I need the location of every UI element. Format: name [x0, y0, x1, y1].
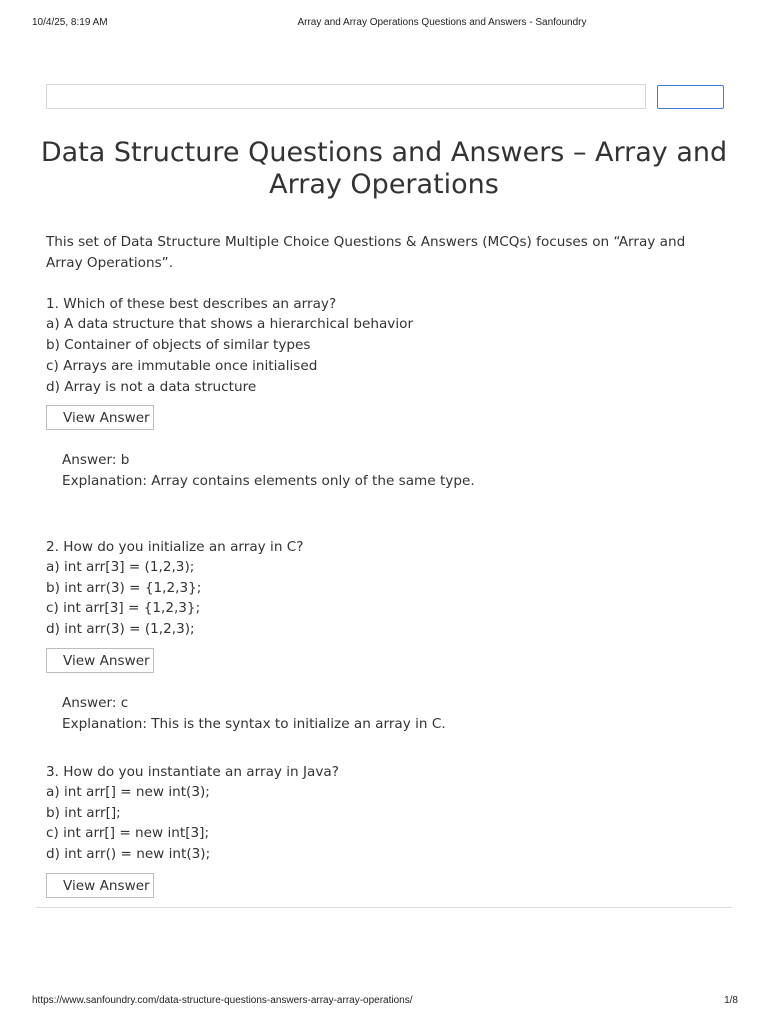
- q2-answer: Answer: c: [62, 695, 129, 711]
- search-button[interactable]: [657, 85, 724, 109]
- print-header: [0, 17, 768, 31]
- q1-option-a: a) A data structure that shows a hierarchical behavior: [46, 316, 414, 332]
- print-doc-title: Array and Array Operations Questions and Answers - Sanfoundry: [297, 17, 587, 28]
- q3-option-b: b) int arr[];: [46, 805, 121, 821]
- q1-view-answer-button[interactable]: View Answer: [46, 405, 154, 430]
- q2-option-a: a) int arr[3] = (1,2,3);: [46, 559, 195, 575]
- q2-explanation: Explanation: This is the syntax to initialize an array in C.: [62, 716, 446, 732]
- q1-option-d: d) Array is not a data structure: [46, 379, 257, 395]
- q2-view-answer-button[interactable]: View Answer: [46, 648, 154, 673]
- print-footer: [0, 995, 768, 1009]
- print-page-number: 1/8: [724, 995, 738, 1006]
- q2-option-d: d) int arr(3) = (1,2,3);: [46, 621, 195, 637]
- q3-option-d: d) int arr() = new int(3);: [46, 846, 211, 862]
- page-title: Data Structure Questions and Answers – Array and Array Operations: [40, 137, 728, 200]
- print-url: https://www.sanfoundry.com/data-structure-questions-answers-array-array-operations/: [32, 995, 413, 1006]
- q3-view-answer-button[interactable]: View Answer: [46, 873, 154, 898]
- search-input[interactable]: [46, 84, 646, 109]
- q1-explanation: Explanation: Array contains elements only of the same type.: [62, 473, 475, 489]
- question-2: 2. How do you initialize an array in C?: [46, 539, 304, 555]
- divider: [36, 907, 732, 908]
- q1-option-c: c) Arrays are immutable once initialised: [46, 358, 318, 374]
- q2-option-c: c) int arr[3] = {1,2,3};: [46, 600, 201, 616]
- q3-option-a: a) int arr[] = new int(3);: [46, 784, 210, 800]
- question-3: 3. How do you instantiate an array in Java?: [46, 764, 339, 780]
- q1-answer: Answer: b: [62, 452, 130, 468]
- intro-text: This set of Data Structure Multiple Choice Questions & Answers (MCQs) focuses on “Array and Array Operations”.: [46, 234, 686, 271]
- print-datetime: 10/4/25, 8:19 AM: [32, 17, 108, 28]
- q3-option-c: c) int arr[] = new int[3];: [46, 825, 210, 841]
- question-1: 1. Which of these best describes an array?: [46, 296, 337, 312]
- q1-option-b: b) Container of objects of similar types: [46, 337, 311, 353]
- q2-option-b: b) int arr(3) = {1,2,3};: [46, 580, 202, 596]
